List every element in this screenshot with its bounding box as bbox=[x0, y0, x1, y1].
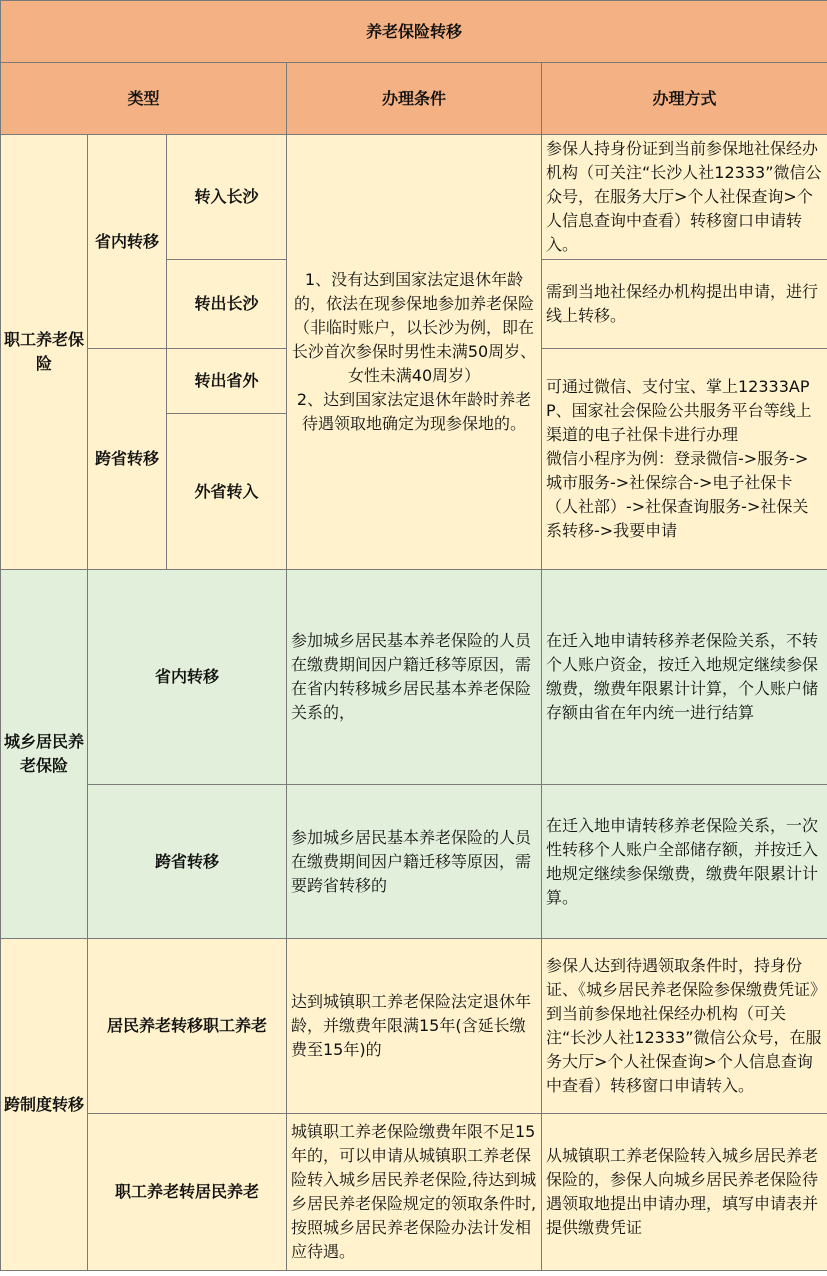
employee-to-resident-condition: 城镇职工养老保险缴费年限不足15年的，可以申请从城镇职工养老保险转入城乡居民养老保险,待达到城乡居民养老保险规定的领取条件时,按照城乡居民养老保险办法计发相应待遇。 bbox=[287, 1114, 542, 1271]
employee-in-province-label: 省内转移 bbox=[88, 135, 167, 349]
header-type: 类型 bbox=[1, 63, 287, 135]
transfer-out-province: 转出省外 bbox=[167, 349, 287, 414]
cross-system-label: 跨制度转移 bbox=[1, 939, 88, 1271]
resident-in-province-method: 在迁入地申请转移养老保险关系，不转个人账户资金，按迁入地规定继续参保缴费，缴费年限累计计算，个人账户储存额由省在年内统一进行结算 bbox=[542, 570, 827, 785]
resident-to-employee-label: 居民养老转移职工养老 bbox=[88, 939, 287, 1114]
resident-cross-province-condition: 参加城乡居民基本养老保险的人员在缴费期间因户籍迁移等原因，需要跨省转移的 bbox=[287, 785, 542, 939]
resident-cross-province-method: 在迁入地申请转移养老保险关系，一次性转移个人账户全部储存额，并按迁入地规定继续参保缴费，缴费年限累计计算。 bbox=[542, 785, 827, 939]
resident-cross-province-label: 跨省转移 bbox=[88, 785, 287, 939]
employee-condition-2: 2、达到国家法定退休年龄时养老待遇领取地确定为现参保地的。 bbox=[296, 390, 532, 433]
employee-cross-province-label: 跨省转移 bbox=[88, 349, 167, 570]
resident-in-province-condition: 参加城乡居民基本养老保险的人员在缴费期间因户籍迁移等原因，需在省内转移城乡居民基本养老保险关系的， bbox=[287, 570, 542, 785]
resident-in-province-label: 省内转移 bbox=[88, 570, 287, 785]
method-cross-province-2: 微信小程序为例：登录微信->服务->城市服务->社保综合->电子社保卡（人社部）->社保查询服务->社保关系转移->我要申请 bbox=[546, 449, 809, 540]
employee-condition-cell bbox=[287, 135, 542, 570]
method-cross-province bbox=[542, 349, 827, 570]
transfer-out-changsha: 转出长沙 bbox=[167, 260, 287, 349]
employee-condition-1: 1、没有达到国家法定退休年龄的，依法在现参保地参加养老保险（非临时账户，以长沙为例，即在长沙首次参保时男性未满50周岁、女性未满40周岁） bbox=[291, 270, 537, 385]
method-cross-province-1: 可通过微信、支付宝、掌上12333APP、国家社会保险公共服务平台等线上渠道的电子社保卡进行办理 bbox=[546, 377, 812, 444]
employee-to-resident-label: 职工养老转居民养老 bbox=[88, 1114, 287, 1271]
table-title: 养老保险转移 bbox=[1, 1, 827, 63]
method-into-changsha: 参保人持身份证到当前参保地社保经办机构（可关注“长沙人社12333”微信公众号，在服务大厅>个人社保查询>个人信息查询中查看）转移窗口申请转入。 bbox=[542, 135, 827, 260]
resident-pension-label: 城乡居民养老保险 bbox=[1, 570, 88, 939]
transfer-in-other-province: 外省转入 bbox=[167, 414, 287, 570]
employee-pension-label: 职工养老保险 bbox=[1, 135, 88, 570]
header-method: 办理方式 bbox=[542, 63, 827, 135]
transfer-into-changsha: 转入长沙 bbox=[167, 135, 287, 260]
employee-to-resident-method: 从城镇职工养老保险转入城乡居民养老保险的，参保人向城乡居民养老保险待遇领取地提出申请办理，填写申请表并提供缴费凭证 bbox=[542, 1114, 827, 1271]
resident-to-employee-condition: 达到城镇职工养老保险法定退休年龄，并缴费年限满15年(含延长缴费至15年)的 bbox=[287, 939, 542, 1114]
header-condition: 办理条件 bbox=[287, 63, 542, 135]
method-out-changsha: 需到当地社保经办机构提出申请，进行线上转移。 bbox=[542, 260, 827, 349]
resident-to-employee-method: 参保人达到待遇领取条件时，持身份证、《城乡居民养老保险参保缴费凭证》到当前参保地社保经办机构（可关注“长沙人社12333”微信公众号，在服务大厅>个人社保查询>个人信息查询中查看）转移窗口申请转入。 bbox=[542, 939, 827, 1114]
